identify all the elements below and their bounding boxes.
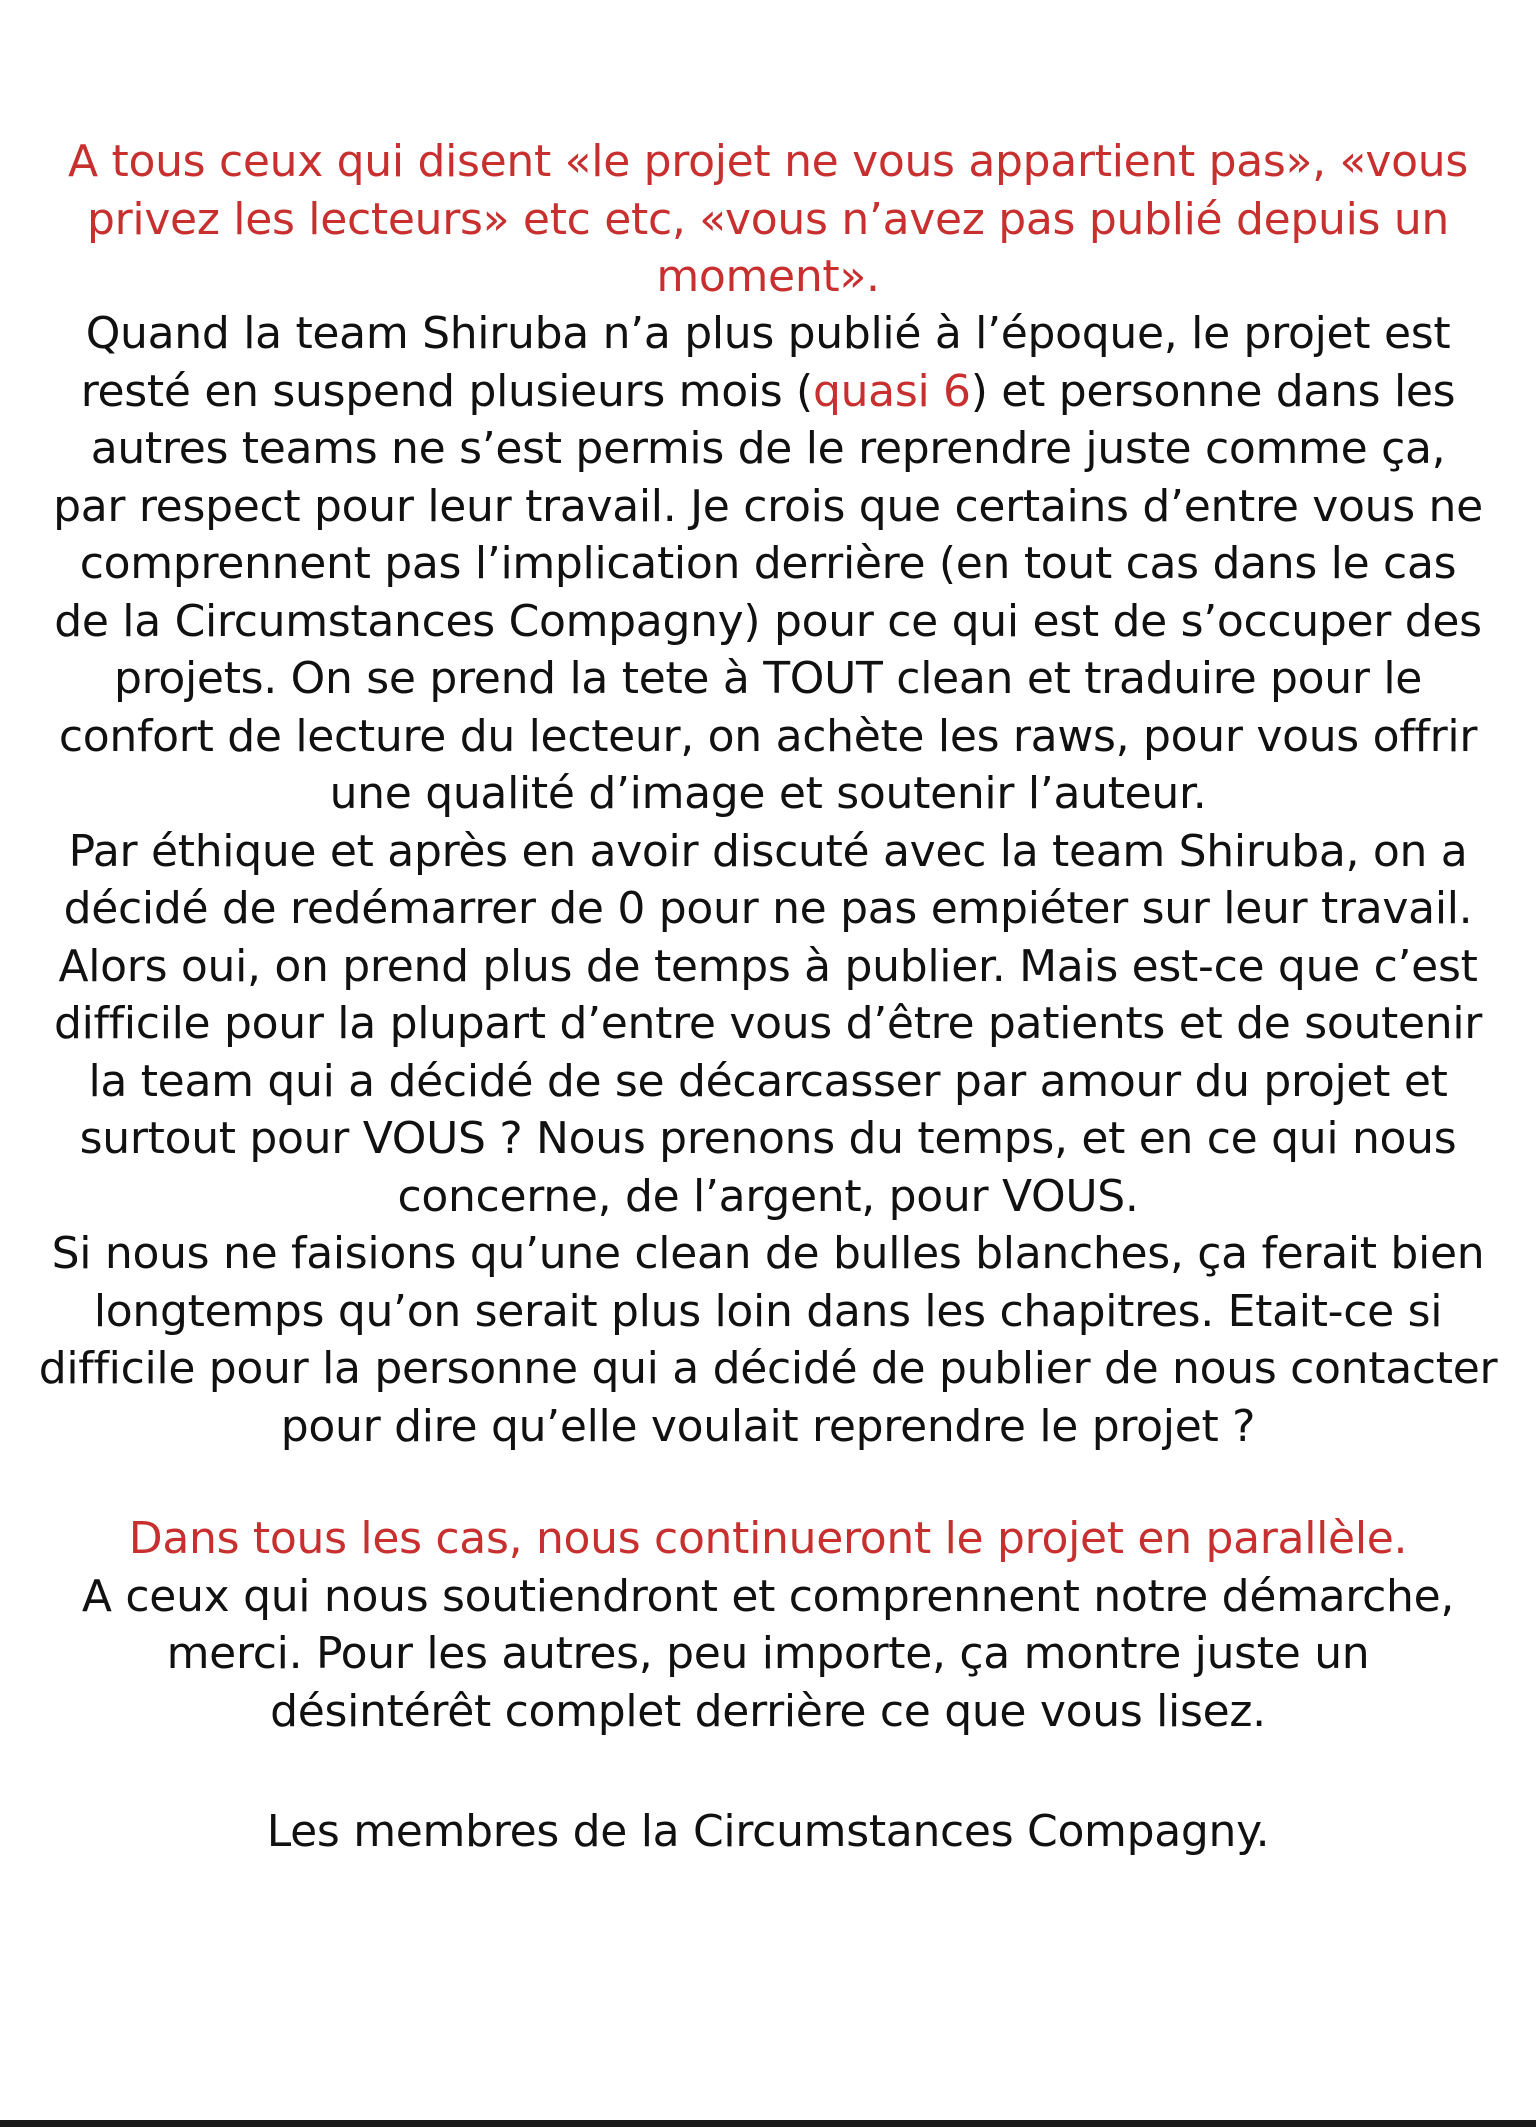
intro-line: privez les lecteurs» etc etc, «vous n’avez pas publié depuis un xyxy=(86,193,1450,245)
main-line: difficile pour la plupart d’entre vous d’être patients et de soutenir xyxy=(53,998,1483,1049)
intro-line: moment». xyxy=(656,251,880,302)
main-line: autres teams ne s’est permis de le reprendre juste comme ça, xyxy=(90,423,1446,474)
signature xyxy=(10,1803,1526,1861)
main-line: difficile pour la personne qui a décidé de publier de nous contacter xyxy=(38,1343,1498,1394)
main-line: Alors oui, on prend plus de temps à publier. Mais est-ce que c’est xyxy=(58,940,1478,992)
main-line-text: ) et personne dans les xyxy=(970,365,1456,417)
main-line: pour dire qu’elle voulait reprendre le projet ? xyxy=(280,1400,1256,1452)
main-line: concerne, de l’argent, pour VOUS. xyxy=(397,1170,1139,1222)
main-line: confort de lecture du lecteur, on achète les raws, pour vous offrir xyxy=(58,710,1478,762)
main-line: comprennent pas l’implication derrière (en tout cas dans le cas xyxy=(79,538,1457,589)
main-line: longtemps qu’on serait plus loin dans les chapitres. Etait-ce si xyxy=(93,1285,1443,1337)
closing-line: A ceux qui nous soutiendront et comprennent notre démarche, xyxy=(81,1570,1455,1622)
main-line: décidé de redémarrer de 0 pour ne pas empiéter sur leur travail. xyxy=(63,883,1473,934)
intro-line: A tous ceux qui disent «le projet ne vous appartient pas», «vous xyxy=(68,136,1468,187)
main-paragraph xyxy=(10,305,1526,1455)
main-line-text: resté en suspend plusieurs mois ( xyxy=(80,365,813,417)
main-line: la team qui a décidé de se décarcasser par amour du projet et xyxy=(88,1055,1448,1107)
main-line: par respect pour leur travail. Je crois que certains d’entre vous ne xyxy=(53,480,1483,532)
main-line: surtout pour VOUS ? Nous prenons du temps, et en ce qui nous xyxy=(79,1113,1457,1164)
main-line: projets. On se prend la tete à TOUT clean et traduire pour le xyxy=(113,653,1423,704)
highlighted-duration: quasi 6 xyxy=(812,365,971,417)
main-line: Par éthique et après en avoir discuté avec la team Shiruba, on a xyxy=(68,825,1468,877)
main-line: Si nous ne faisions qu’une clean de bulles blanches, ça ferait bien xyxy=(51,1228,1485,1279)
main-line: de la Circumstances Compagny) pour ce qui est de s’occuper des xyxy=(54,595,1482,647)
bottom-border xyxy=(0,2120,1536,2127)
intro-paragraph xyxy=(10,133,1526,306)
closing-line: merci. Pour les autres, peu importe, ça montre juste un xyxy=(166,1628,1370,1679)
closing-paragraph xyxy=(10,1510,1526,1740)
main-line-with-highlight xyxy=(10,363,1526,421)
signature-line: Les membres de la Circumstances Compagny. xyxy=(266,1806,1270,1857)
main-line: Quand la team Shiruba n’a plus publié à l’époque, le projet est xyxy=(85,308,1451,359)
main-line: une qualité d’image et soutenir l’auteur. xyxy=(329,768,1207,819)
closing-line: désintérêt complet derrière ce que vous lisez. xyxy=(270,1685,1266,1737)
closing-highlight-line: Dans tous les cas, nous continueront le projet en parallèle. xyxy=(128,1513,1408,1564)
